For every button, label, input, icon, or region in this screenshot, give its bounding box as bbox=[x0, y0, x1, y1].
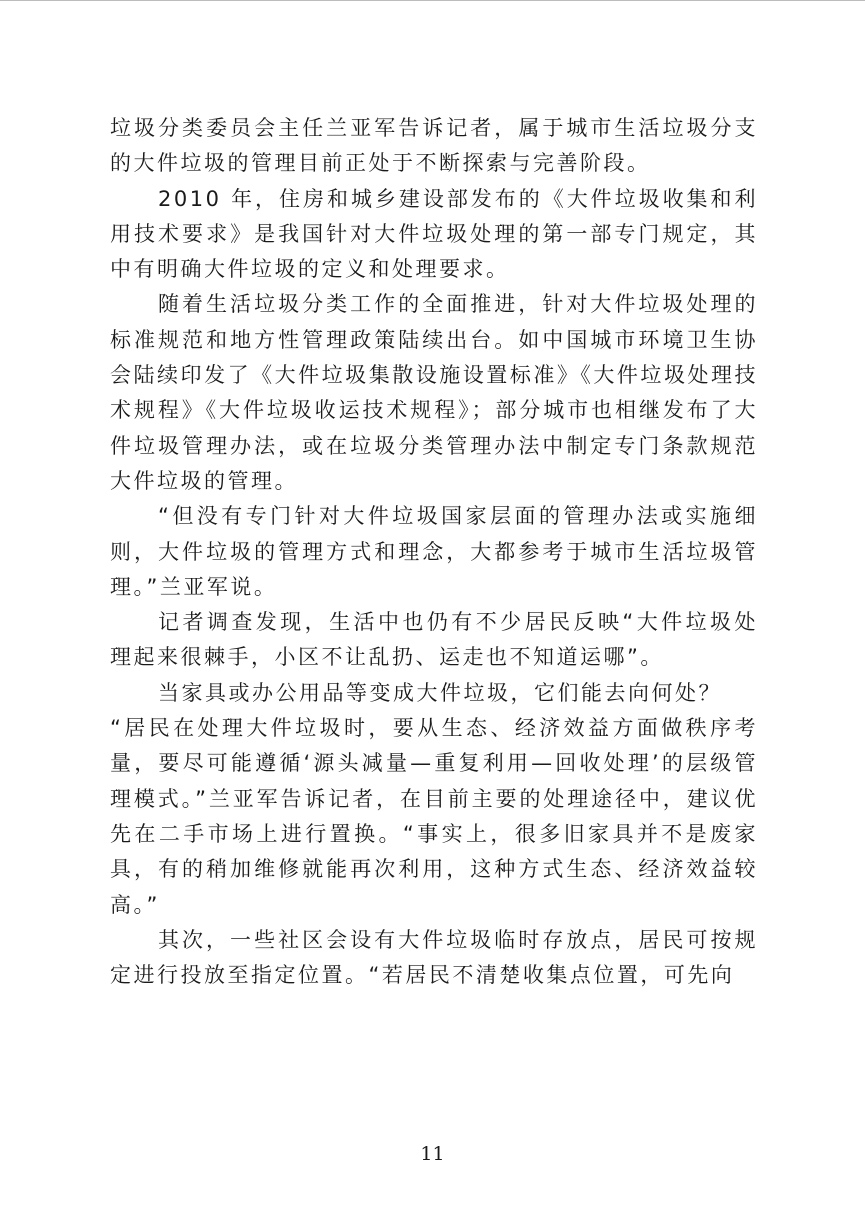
paragraph-1: 垃圾分类委员会主任兰亚军告诉记者，属于城市生活垃圾分支的大件垃圾的管理目前正处于不断探索与完善阶段。 bbox=[110, 116, 758, 176]
paragraph-4: “但没有专门针对大件垃圾国家层面的管理办法或实施细则，大件垃圾的管理方式和理念，大都参考于城市生活垃圾管理。”兰亚军说。 bbox=[110, 504, 758, 599]
paragraph-6: 当家具或办公用品等变成大件垃圾，它们能去向何处？ bbox=[158, 680, 722, 705]
paragraph-2: 2010 年，住房和城乡建设部发布的《大件垃圾收集和利用技术要求》是我国针对大件垃圾处理的第一部专门规定，其中有明确大件垃圾的定义和处理要求。 bbox=[110, 186, 758, 282]
paragraph-5: 记者调查发现，生活中也仍有不少居民反映“大件垃圾处理起来很棘手，小区不让乱扔、运走也不知道运哪”。 bbox=[110, 610, 758, 670]
paragraph-3: 随着生活垃圾分类工作的全面推进，针对大件垃圾处理的标准规范和地方性管理政策陆续出台。如中国城市环境卫生协会陆续印发了《大件垃圾集散设施设置标准》《大件垃圾处理技术规程》《大件垃圾收运技术规程》；部分城市也相继发布了大件垃圾管理办法，或在垃圾分类管理办法中制定专门条款规范大件垃圾的管理。 bbox=[110, 292, 758, 493]
paragraph-8: 其次，一些社区会设有大件垃圾临时存放点，居民可按规定进行投放至指定位置。“若居民不清楚收集点位置，可先向 bbox=[110, 927, 758, 988]
paragraph-7: “居民在处理大件垃圾时，要从生态、经济效益方面做秩序考量，要尽可能遵循‘源头减量—重复利用—回收处理’的层级管理模式。”兰亚军告诉记者，在目前主要的处理途径中，建议优先在二手市场上进行置换。“事实上，很多旧家具并不是废家具，有的稍加维修就能再次利用，这种方式生态、经济效益较高。” bbox=[110, 716, 758, 917]
article-body bbox=[110, 111, 758, 993]
page-number: 11 bbox=[420, 1143, 445, 1165]
top-border-line bbox=[0, 0, 865, 1]
